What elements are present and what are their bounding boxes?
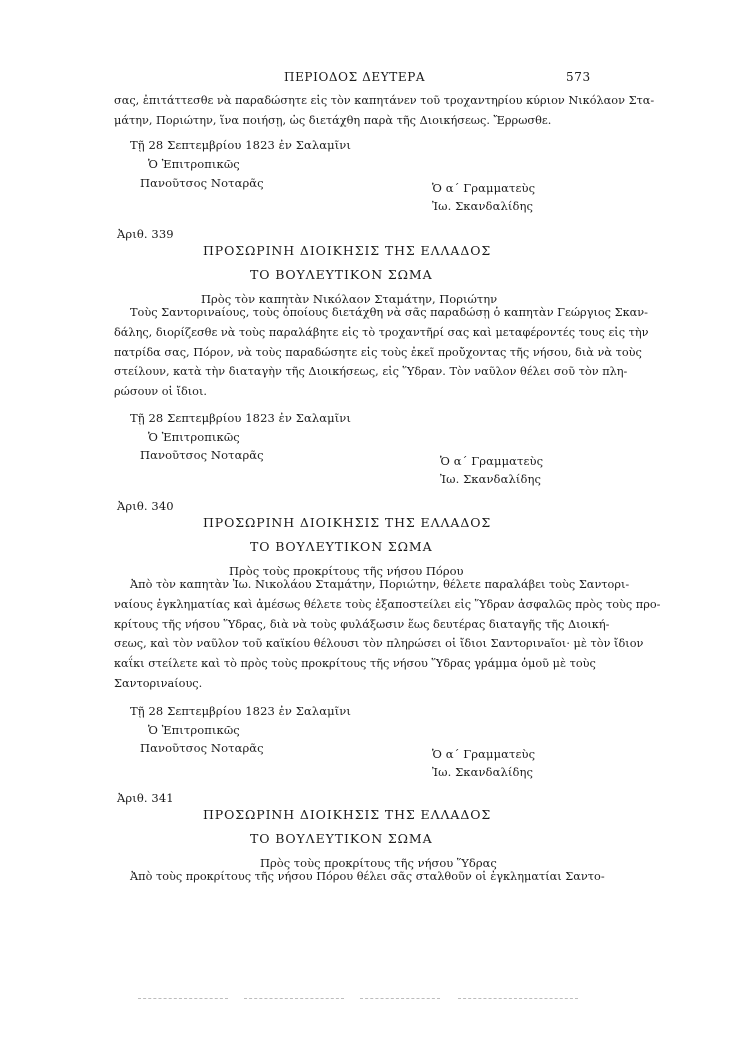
document-title: ΠΡΟΣΩΡΙΝΗ ΔΙΟΙΚΗΣΙΣ ΤΗΣ ΕΛΛΑΔΟΣ bbox=[203, 515, 492, 530]
text-line: Ἀπὸ τοὺς προκρίτους τῆς νήσου Πόρου θέλει σᾶς σταλθοῦν οἱ ἐγκληματίαι Σαντο- bbox=[130, 870, 605, 883]
signer-name: Πανοῦτσος Νοταρᾶς bbox=[140, 176, 264, 190]
text-line: Ἀπὸ τὸν καπητὰν Ἰω. Νικολάου Σταμάτην, Πoριώτην, θέλετε παραλάβει τοὺς Σαντορι- bbox=[130, 578, 630, 591]
signer-name: Πανοῦτσος Νοταρᾶς bbox=[140, 741, 264, 755]
text-line: ρώσουν οἱ ἴδιοι. bbox=[114, 385, 207, 399]
signer-name: Πανοῦτσος Νοταρᾶς bbox=[140, 448, 264, 462]
date-line: Τῇ 28 Σεπτεμβρίου 1823 ἐν Σαλαμῖνι bbox=[130, 138, 352, 152]
text-line: σεως, καὶ τὸν ναῦλον τοῦ καϊκίου θέλουσι τὸν πληρώσει οἱ ἴδιοι Σαντορινaῖοι· μὲ τὸν ἴδιον bbox=[114, 637, 644, 651]
addressee-line: Πρὸς τοὺς προκρίτους τῆς νήσου Πόρου bbox=[229, 564, 464, 578]
scan-artifact-line bbox=[360, 998, 440, 1000]
continuation-paragraph bbox=[114, 91, 655, 131]
addressee-line: Πρὸς τοὺς προκρίτους τῆς νήσου Ὕδρας bbox=[260, 856, 497, 870]
document-subtitle: ΤΟ ΒΟΥΛΕΥΤΙΚΟΝ ΣΩΜΑ bbox=[250, 539, 433, 554]
document-number: Ἀριθ. 341 bbox=[117, 791, 174, 805]
committee-label: Ὁ Ἐπιτροπικῶς bbox=[148, 157, 240, 171]
scan-artifact-line bbox=[458, 998, 578, 1000]
document-title: ΠΡΟΣΩΡΙΝΗ ΔΙΟΙΚΗΣΙΣ ΤΗΣ ΕΛΛΑΔΟΣ bbox=[203, 243, 492, 258]
text-line: σας, ἐπιτάττεσθε νὰ παραδώσητε εἰς τὸν καπητάνεν τοῦ τροχαντηρίου κύριον Νικόλαον Στα- bbox=[114, 94, 655, 107]
secretary-title: Ὁ α΄ Γραμματεὺς bbox=[440, 454, 544, 468]
secretary-title: Ὁ α΄ Γραμματεὺς bbox=[432, 181, 536, 195]
document-subtitle: ΤΟ ΒΟΥΛΕΥΤΙΚΟΝ ΣΩΜΑ bbox=[250, 267, 433, 282]
secretary-name: Ἰω. Σκανδαλίδης bbox=[440, 472, 541, 486]
page-number: 573 bbox=[566, 70, 591, 84]
document-body bbox=[114, 303, 649, 402]
secretary-name: Ἰω. Σκανδαλίδης bbox=[432, 199, 533, 213]
document-subtitle: ΤΟ ΒΟΥΛΕΥΤΙΚΟΝ ΣΩΜΑ bbox=[250, 831, 433, 846]
date-line: Τῇ 28 Σεπτεμβρίου 1823 ἐν Σαλαμῖνι bbox=[130, 704, 352, 718]
running-header-title: ΠΕΡΙΟΔΟΣ ΔΕΥΤΕΡΑ bbox=[284, 70, 426, 84]
text-line: στείλουν, κατὰ τὴν διαταγὴν τῆς Διοικήσεως, εἰς Ὕδραν. Τὸν ναῦλον θέλει σοῦ τὸν πλη- bbox=[114, 365, 628, 379]
text-line: δάλης, διορίζεσθε νὰ τοὺς παραλάβητε εἰς τὸ τροχαντῆρί σας καὶ μεταφέροντές τους εἰς τὴν bbox=[114, 325, 649, 339]
date-line: Τῇ 28 Σεπτεμβρίου 1823 ἐν Σαλαμῖνι bbox=[130, 411, 352, 425]
text-line: Σαντορινaίους. bbox=[114, 676, 203, 690]
text-line: κρίτους τῆς νήσου Ὕδρας, διὰ νὰ τοὺς φυλάξωσιν ἕως δευτέρας διαταγῆς τῆς Διοική- bbox=[114, 617, 610, 631]
document-body bbox=[114, 575, 661, 694]
document-title: ΠΡΟΣΩΡΙΝΗ ΔΙΟΙΚΗΣΙΣ ΤΗΣ ΕΛΛΑΔΟΣ bbox=[203, 807, 492, 822]
committee-label: Ὁ Ἐπιτροπικῶς bbox=[148, 723, 240, 737]
committee-label: Ὁ Ἐπιτροπικῶς bbox=[148, 430, 240, 444]
text-line: πατρίδα σας, Πόρον, νὰ τοὺς παραδώσητε εἰς τοὺς ἐκεῖ προὔχοντας τῆς νήσου, διὰ νὰ τοὺς bbox=[114, 345, 642, 359]
document-number: Ἀριθ. 339 bbox=[117, 227, 174, 241]
secretary-name: Ἰω. Σκανδαλίδης bbox=[432, 765, 533, 779]
scan-artifact-line bbox=[244, 998, 344, 1000]
scan-artifact-line bbox=[138, 998, 228, 1000]
secretary-title: Ὁ α΄ Γραμματεὺς bbox=[432, 747, 536, 761]
text-line: μάτην, Πoριώτην, ἵνα ποιήσῃ, ὡς διετάχθη παρὰ τῆς Διοικήσεως. Ἔρρωσθε. bbox=[114, 113, 552, 127]
document-number: Ἀριθ. 340 bbox=[117, 499, 174, 513]
addressee-line: Πρὸς τὸν καπητὰν Νικόλαον Σταμάτην, Πoριώτην bbox=[201, 292, 498, 306]
text-line: ναίους ἐγκληματίας καὶ ἀμέσως θέλετε τοὺς ἐξαποστείλει εἰς Ὕδραν ἀσφαλῶς πρὸς τοὺς προ- bbox=[114, 597, 661, 611]
text-line: καΐκι στείλετε καὶ τὸ πρὸς τοὺς προκρίτους τῆς νήσου Ὕδρας γράμμα ὁμοῦ μὲ τοὺς bbox=[114, 657, 596, 671]
document-body bbox=[114, 867, 605, 887]
text-line: Τοὺς Σαντορινaίους, τοὺς ὁποίους διετάχθη νὰ σᾶς παραδώσῃ ὁ καπητὰν Γεώργιος Σκαν- bbox=[130, 306, 648, 319]
